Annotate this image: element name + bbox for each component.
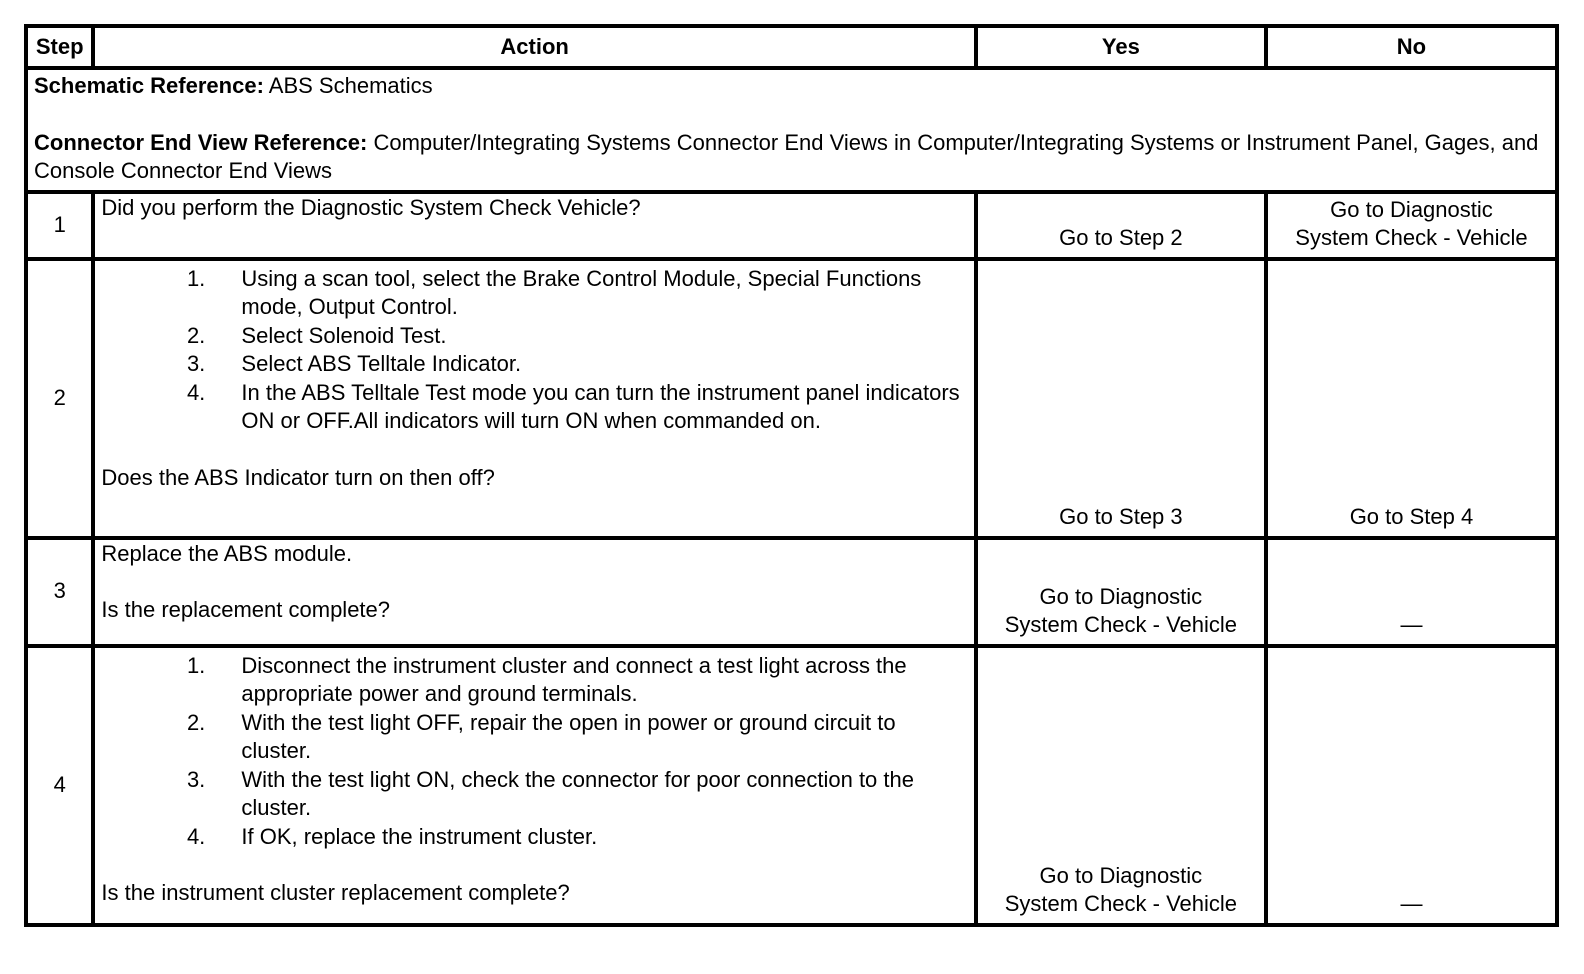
yes-result-line1: Go to Diagnostic [1039, 862, 1203, 888]
step-question: Did you perform the Diagnostic System Check Vehicle? [101, 194, 641, 220]
no-cell [1266, 538, 1557, 646]
action-cell [93, 192, 975, 259]
no-cell [1266, 192, 1557, 259]
schematic-reference-value: ABS Schematics [268, 73, 433, 98]
yes-result: Go to Step 2 [1059, 225, 1183, 250]
step-number: 4 [26, 646, 93, 925]
schematic-reference-label: Schematic Reference [34, 73, 257, 98]
step-instructions [101, 652, 967, 852]
reference-row [26, 68, 1557, 192]
header-step: Step [26, 26, 93, 68]
header-row [26, 26, 1557, 68]
header-no: No [1266, 26, 1557, 68]
step-question: Is the instrument cluster replacement complete? [101, 880, 570, 905]
yes-cell [976, 259, 1266, 538]
reference-cell [26, 68, 1557, 192]
table-row [26, 259, 1557, 538]
yes-cell [976, 646, 1266, 925]
action-cell [93, 259, 975, 538]
yes-result-line1: Go to Diagnostic [1039, 583, 1203, 609]
header-action: Action [93, 26, 975, 68]
connector-reference: Connector End View Reference: Computer/Integrating Systems Connector End Views in Computer/Integrating Systems or Instrument Panel, Gages, and Console Connector End Views [34, 129, 1539, 183]
yes-cell [976, 192, 1266, 259]
connector-reference-label: Connector End View Reference [34, 129, 361, 155]
step-number: 2 [26, 259, 93, 538]
yes-result-line2: System Check - Vehicle [1004, 891, 1238, 916]
step-number: 3 [26, 538, 93, 646]
table-row [26, 646, 1557, 925]
header-yes: Yes [976, 26, 1266, 68]
no-result-dash: — [1400, 891, 1423, 916]
list-item: 2. Select Solenoid Test. [211, 322, 967, 351]
yes-result-line2: System Check - Vehicle [1004, 612, 1238, 637]
no-result-line1: Go to Diagnostic [1330, 196, 1493, 222]
no-result-line2: System Check - Vehicle [1295, 225, 1528, 250]
action-cell [93, 646, 975, 925]
list-item: 3. Select ABS Telltale Indicator. [211, 350, 967, 379]
no-cell [1266, 646, 1557, 925]
action-cell [93, 538, 975, 646]
no-result: Go to Step 4 [1349, 504, 1474, 529]
step-instructions [101, 265, 967, 436]
list-item: 4. In the ABS Telltale Test mode you can turn the instrument panel indicators ON or OFF.All indicators will turn ON when commanded on. [211, 379, 967, 436]
list-item: 3. With the test light ON, check the connector for poor connection to the cluster. [211, 766, 967, 823]
step-question: Does the ABS Indicator turn on then off? [101, 464, 495, 490]
no-result-dash: — [1400, 612, 1423, 637]
no-cell [1266, 259, 1557, 538]
list-item: 1. Disconnect the instrument cluster and connect a test light across the appropriate power and ground terminals. [211, 652, 967, 709]
yes-cell [976, 538, 1266, 646]
yes-result: Go to Step 3 [1059, 504, 1183, 529]
step-question: Is the replacement complete? [101, 597, 391, 622]
diagnostic-table [24, 24, 1559, 927]
table-row [26, 538, 1557, 646]
table-row [26, 192, 1557, 259]
list-item: 2. With the test light OFF, repair the open in power or ground circuit to cluster. [211, 709, 967, 766]
list-item: 4. If OK, replace the instrument cluster. [211, 823, 967, 852]
step-number: 1 [26, 192, 93, 259]
list-item: 1. Using a scan tool, select the Brake Control Module, Special Functions mode, Output Control. [211, 265, 967, 322]
step-instruction: Replace the ABS module. [101, 540, 353, 566]
connector-reference-value: Computer/Integrating Systems Connector End Views in Computer/Integrating Systems or Instrument Panel, Gages, and Console Connector End Views [34, 129, 1539, 183]
schematic-reference: Schematic Reference: ABS Schematics [34, 73, 433, 98]
